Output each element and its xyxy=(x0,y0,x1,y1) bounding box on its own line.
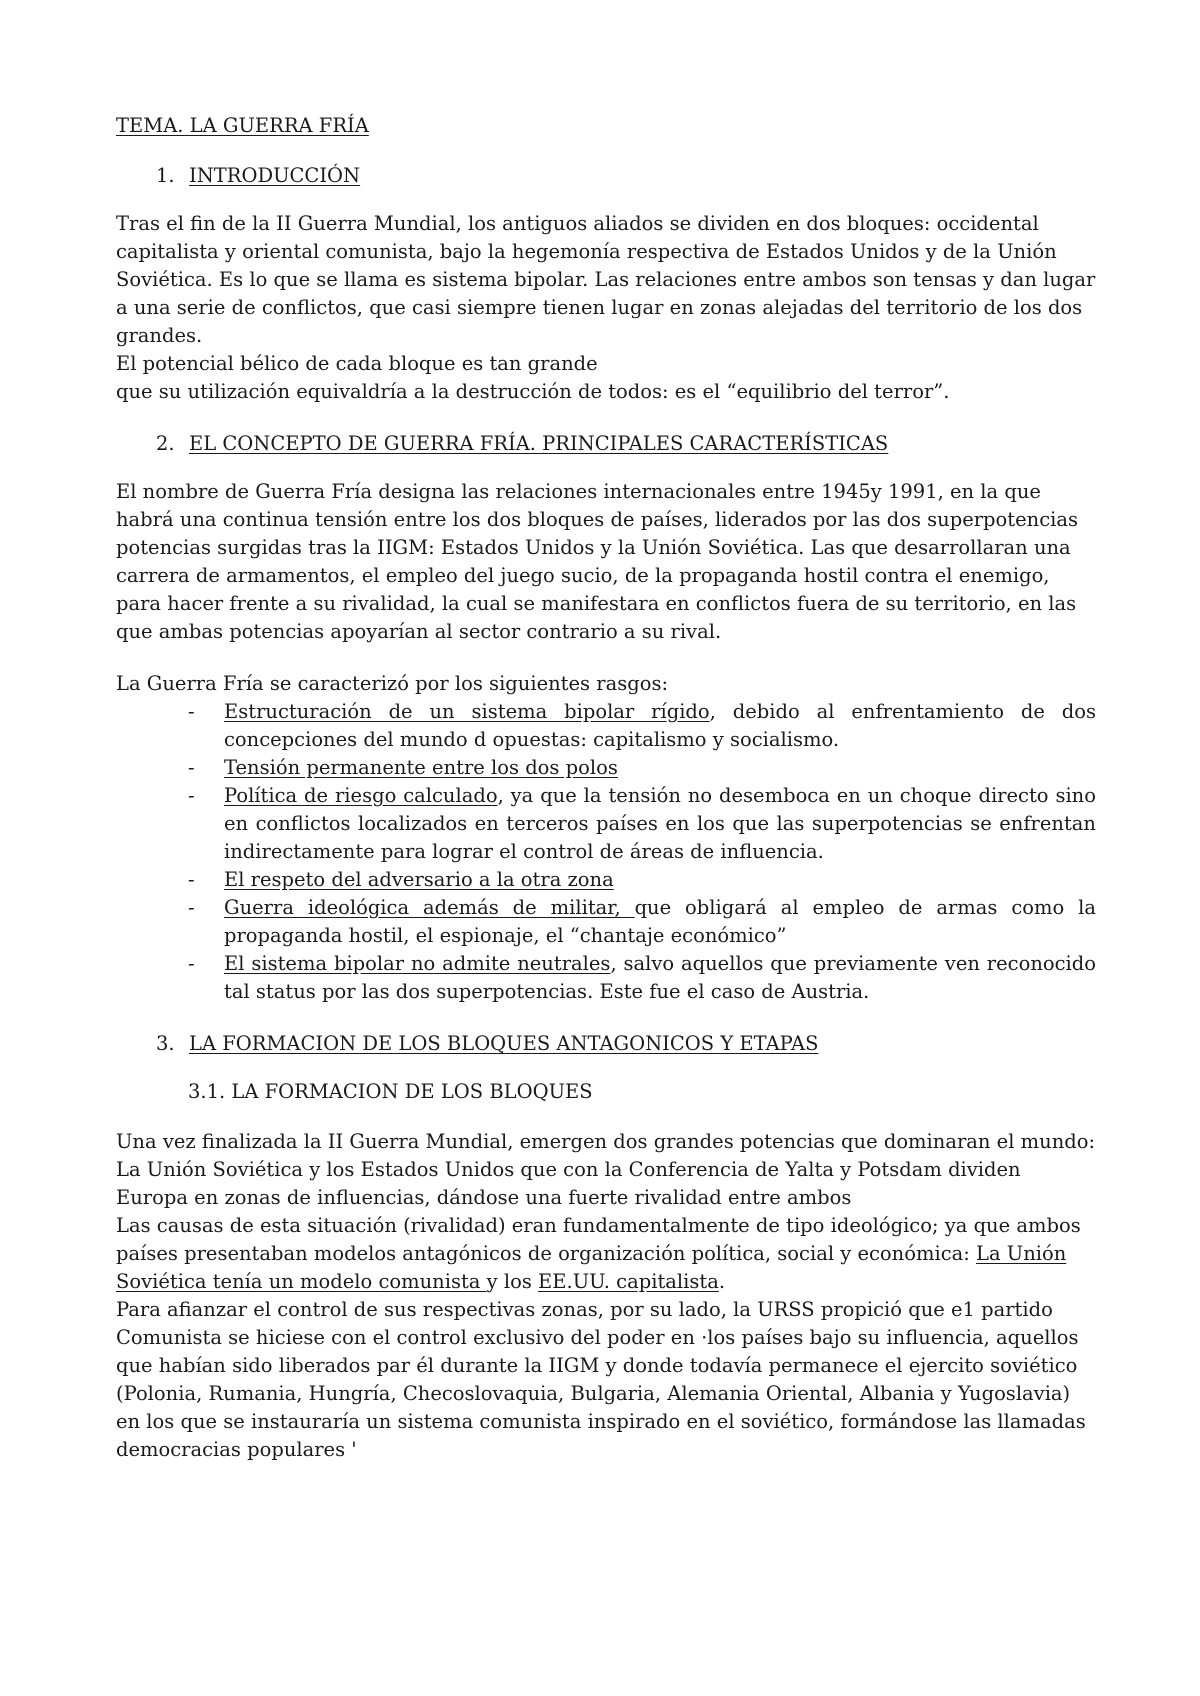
section-number: 3. xyxy=(156,1032,175,1055)
dash-marker: - xyxy=(188,868,195,891)
text-run: Las causas de esta situación (rivalidad) eran fundamentalmente de tipo ideológico; ya que ambos países presentaban modelos antagónicos de organización política, social y económica: xyxy=(116,1214,1081,1265)
paragraph xyxy=(116,1212,1096,1296)
underlined-text: La Unión Soviética tenía un modelo comunista xyxy=(116,1242,1067,1293)
list-item xyxy=(116,782,1096,866)
list-item xyxy=(116,894,1096,950)
list-intro: La Guerra Fría se caracterizó por los siguientes rasgos: xyxy=(116,672,669,695)
list-item-key: El sistema bipolar no admite neutrales xyxy=(224,952,611,975)
document-page xyxy=(116,112,1096,1464)
section-title: LA FORMACION DE LOS BLOQUES ANTAGONICOS Y ETAPAS xyxy=(189,1032,819,1055)
dash-marker: - xyxy=(188,756,195,779)
list-item-key: Guerra ideológica además de militar, xyxy=(224,896,635,919)
list-item-key: El respeto del adversario a la otra zona xyxy=(224,868,614,891)
dash-marker: - xyxy=(188,784,195,807)
list-item xyxy=(116,754,1096,782)
section-number: 2. xyxy=(156,432,175,455)
concepto-text xyxy=(116,478,1096,646)
section-title: EL CONCEPTO DE GUERRA FRÍA. PRINCIPALES CARACTERÍSTICAS xyxy=(189,432,889,455)
text-run: . xyxy=(718,1270,726,1293)
list-item-key: Estructuración de un sistema bipolar rígido xyxy=(224,700,710,723)
section-title: INTRODUCCIÓN xyxy=(189,164,361,187)
list-item-key: Política de riesgo calculado xyxy=(224,784,498,807)
section-heading-introduccion xyxy=(156,162,1096,190)
paragraph: Tras el fin de la II Guerra Mundial, los antiguos aliados se dividen en dos bloques: occidental capitalista y oriental comunista, bajo la hegemonía respectiva de Estados Unidos y de la Unión Soviética. Es lo que se llama es sistema bipolar. Las relaciones entre ambos son tensas y dan lugar a una serie de conflictos, que casi siempre tienen lugar en zonas alejadas del territorio de los dos grandes. xyxy=(116,212,1096,347)
list-item-text: , salvo aquellos que previamente ven reconocido tal status por las dos superpotencias. Este fue el caso de Austria. xyxy=(224,952,1096,1003)
characteristics-list xyxy=(116,698,1096,1006)
underlined-text: EE.UU. capitalista xyxy=(538,1270,719,1293)
list-item xyxy=(116,866,1096,894)
formacion-text xyxy=(116,1128,1096,1464)
dash-marker: - xyxy=(188,952,195,975)
dash-marker: - xyxy=(188,700,195,723)
list-item-text: , debido al enfrentamiento de dos concepciones del mundo d opuestas: capitalismo y socialismo. xyxy=(224,700,1096,751)
paragraph: El potencial bélico de cada bloque es tan grande xyxy=(116,352,598,375)
list-item-key: Tensión permanente entre los dos polos xyxy=(224,756,618,779)
list-item xyxy=(116,698,1096,754)
list-item-text: , ya que la tensión no desemboca en un choque directo sino en conflictos localizados en terceros países en los que las superpotencias se enfrentan indirectamente para lograr el control de áreas de influencia. xyxy=(224,784,1096,863)
dash-marker: - xyxy=(188,896,195,919)
paragraph: Para afianzar el control de sus respectivas zonas, por su lado, la URSS propició que e1 partido Comunista se hiciese con el control exclusivo del poder en ·los países bajo su influencia, aquellos que habían sido liberados par él durante la IIGM y donde todavía permanece el ejercito soviético (Polonia, Rumania, Hungría, Checoslovaquia, Bulgaria, Alemania Oriental, Albania y Yugoslavia) en los que se instauraría un sistema comunista inspirado en el soviético, formándose las llamadas democracias populares ' xyxy=(116,1298,1086,1461)
section-number: 1. xyxy=(156,164,175,187)
list-item-text: que obligará al empleo de armas como la propaganda hostil, el espionaje, el “chantaje económico” xyxy=(224,896,1096,947)
section-heading-concepto xyxy=(156,430,1096,458)
paragraph: que su utilización equivaldría a la destrucción de todos: es el “equilibrio del terror”. xyxy=(116,380,950,403)
section-heading-formacion xyxy=(156,1030,1096,1058)
list-item xyxy=(116,950,1096,1006)
introduccion-text xyxy=(116,210,1096,406)
paragraph: El nombre de Guerra Fría designa las relaciones internacionales entre 1945y 1991, en la que habrá una continua tensión entre los dos bloques de países, liderados por las dos superpotencias potencias surgidas tras la IIGM: Estados Unidos y la Unión Soviética. Las que desarrollaran una carrera de armamentos, el empleo del juego sucio, de la propaganda hostil contra el enemigo, para hacer frente a su rivalidad, la cual se manifestara en conflictos fuera de su territorio, en las que ambas potencias apoyarían al sector contrario a su rival. xyxy=(116,480,1079,643)
text-run: y los xyxy=(486,1270,539,1293)
document-title: TEMA. LA GUERRA FRÍA xyxy=(116,114,369,137)
subsection-heading: 3.1. LA FORMACION DE LOS BLOQUES xyxy=(188,1080,593,1103)
paragraph: Una vez finalizada la II Guerra Mundial, emergen dos grandes potencias que dominaran el mundo: La Unión Soviética y los Estados Unidos que con la Conferencia de Yalta y Potsdam dividen Europa en zonas de influencias, dándose una fuerte rivalidad entre ambos xyxy=(116,1130,1096,1209)
